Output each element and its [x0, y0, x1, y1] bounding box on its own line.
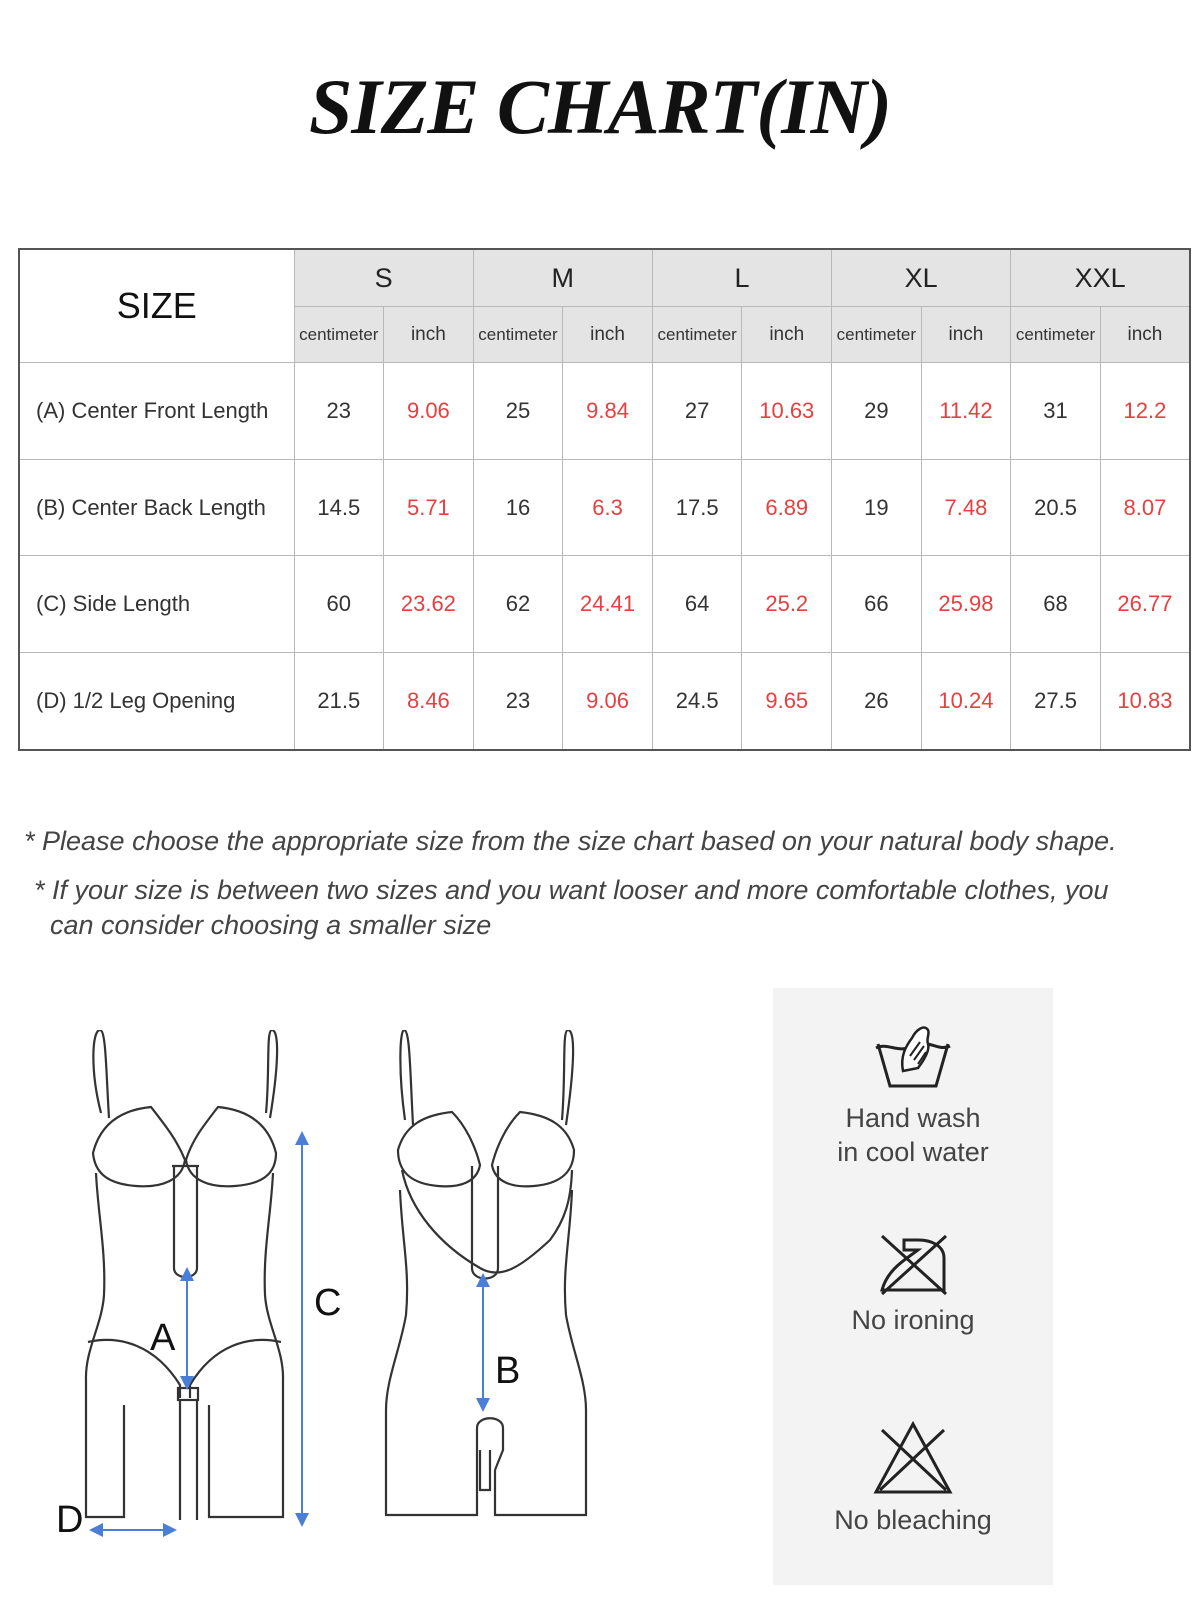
label-a: A [150, 1317, 176, 1359]
unit-cm: centimeter [652, 307, 742, 362]
no-bleaching-label: No bleaching [834, 1505, 992, 1535]
table-row [19, 653, 1190, 750]
unit-cm: centimeter [473, 307, 563, 362]
care-no-bleaching [773, 1418, 1053, 1537]
size-l: L [652, 249, 831, 307]
cell-inch: 10.24 [921, 653, 1011, 750]
table-row [19, 459, 1190, 556]
cell-cm: 23 [294, 362, 384, 459]
unit-inch: inch [742, 307, 832, 362]
cell-inch: 12.2 [1100, 362, 1190, 459]
cell-inch: 7.48 [921, 459, 1011, 556]
garment-diagram [40, 1030, 640, 1580]
size-xl: XL [832, 249, 1011, 307]
care-panel [773, 988, 1053, 1585]
size-chart-table [18, 248, 1191, 751]
cell-cm: 25 [473, 362, 563, 459]
table-row [19, 556, 1190, 653]
cell-cm: 27 [652, 362, 742, 459]
label-b: B [495, 1350, 521, 1392]
cell-cm: 14.5 [294, 459, 384, 556]
care-no-ironing [773, 1228, 1053, 1337]
cell-inch: 11.42 [921, 362, 1011, 459]
label-c: C [314, 1282, 342, 1324]
unit-inch: inch [384, 307, 474, 362]
cell-cm: 31 [1011, 362, 1101, 459]
size-header: SIZE [19, 249, 294, 362]
cell-inch: 8.07 [1100, 459, 1190, 556]
unit-cm: centimeter [294, 307, 384, 362]
cell-inch: 9.06 [384, 362, 474, 459]
cell-cm: 23 [473, 653, 563, 750]
cell-cm: 26 [832, 653, 922, 750]
cell-cm: 64 [652, 556, 742, 653]
cell-inch: 10.83 [1100, 653, 1190, 750]
unit-cm: centimeter [832, 307, 922, 362]
note-between-sizes: * If your size is between two sizes and you want looser and more comfortable clothes, you [34, 875, 1109, 905]
hand-wash-line2: in cool water [837, 1137, 989, 1167]
size-m: M [473, 249, 652, 307]
row-label: (C) Side Length [19, 556, 294, 653]
no-bleaching-icon [868, 1418, 958, 1498]
cell-inch: 5.71 [384, 459, 474, 556]
row-label: (D) 1/2 Leg Opening [19, 653, 294, 750]
no-ironing-label: No ironing [851, 1305, 975, 1335]
cell-cm: 19 [832, 459, 922, 556]
cell-inch: 8.46 [384, 653, 474, 750]
size-xxl: XXL [1011, 249, 1190, 307]
care-hand-wash [773, 1016, 1053, 1169]
cell-inch: 25.2 [742, 556, 832, 653]
cell-inch: 6.89 [742, 459, 832, 556]
note-between-sizes-cont: can consider choosing a smaller size [50, 910, 492, 940]
unit-inch: inch [1100, 307, 1190, 362]
note-natural-body: * Please choose the appropriate size from the size chart based on your natural body shape. [24, 826, 1117, 856]
cell-inch: 9.06 [563, 653, 653, 750]
no-ironing-icon [868, 1228, 958, 1298]
size-s: S [294, 249, 473, 307]
cell-cm: 60 [294, 556, 384, 653]
table-row [19, 362, 1190, 459]
hand-wash-line1: Hand wash [845, 1103, 981, 1133]
cell-cm: 62 [473, 556, 563, 653]
cell-cm: 16 [473, 459, 563, 556]
cell-inch: 6.3 [563, 459, 653, 556]
cell-cm: 29 [832, 362, 922, 459]
back-view [386, 1030, 586, 1515]
cell-inch: 24.41 [563, 556, 653, 653]
front-view [86, 1030, 283, 1520]
cell-cm: 68 [1011, 556, 1101, 653]
cell-cm: 17.5 [652, 459, 742, 556]
unit-cm: centimeter [1011, 307, 1101, 362]
cell-cm: 24.5 [652, 653, 742, 750]
cell-inch: 9.65 [742, 653, 832, 750]
cell-cm: 66 [832, 556, 922, 653]
cell-inch: 9.84 [563, 362, 653, 459]
cell-cm: 20.5 [1011, 459, 1101, 556]
cell-inch: 26.77 [1100, 556, 1190, 653]
row-label: (B) Center Back Length [19, 459, 294, 556]
cell-inch: 10.63 [742, 362, 832, 459]
cell-cm: 27.5 [1011, 653, 1101, 750]
row-label: (A) Center Front Length [19, 362, 294, 459]
cell-inch: 23.62 [384, 556, 474, 653]
page-title: SIZE CHART(IN) [309, 63, 891, 150]
cell-cm: 21.5 [294, 653, 384, 750]
cell-inch: 25.98 [921, 556, 1011, 653]
hand-wash-icon [868, 1016, 958, 1096]
label-d: D [56, 1499, 84, 1541]
unit-inch: inch [563, 307, 653, 362]
unit-inch: inch [921, 307, 1011, 362]
